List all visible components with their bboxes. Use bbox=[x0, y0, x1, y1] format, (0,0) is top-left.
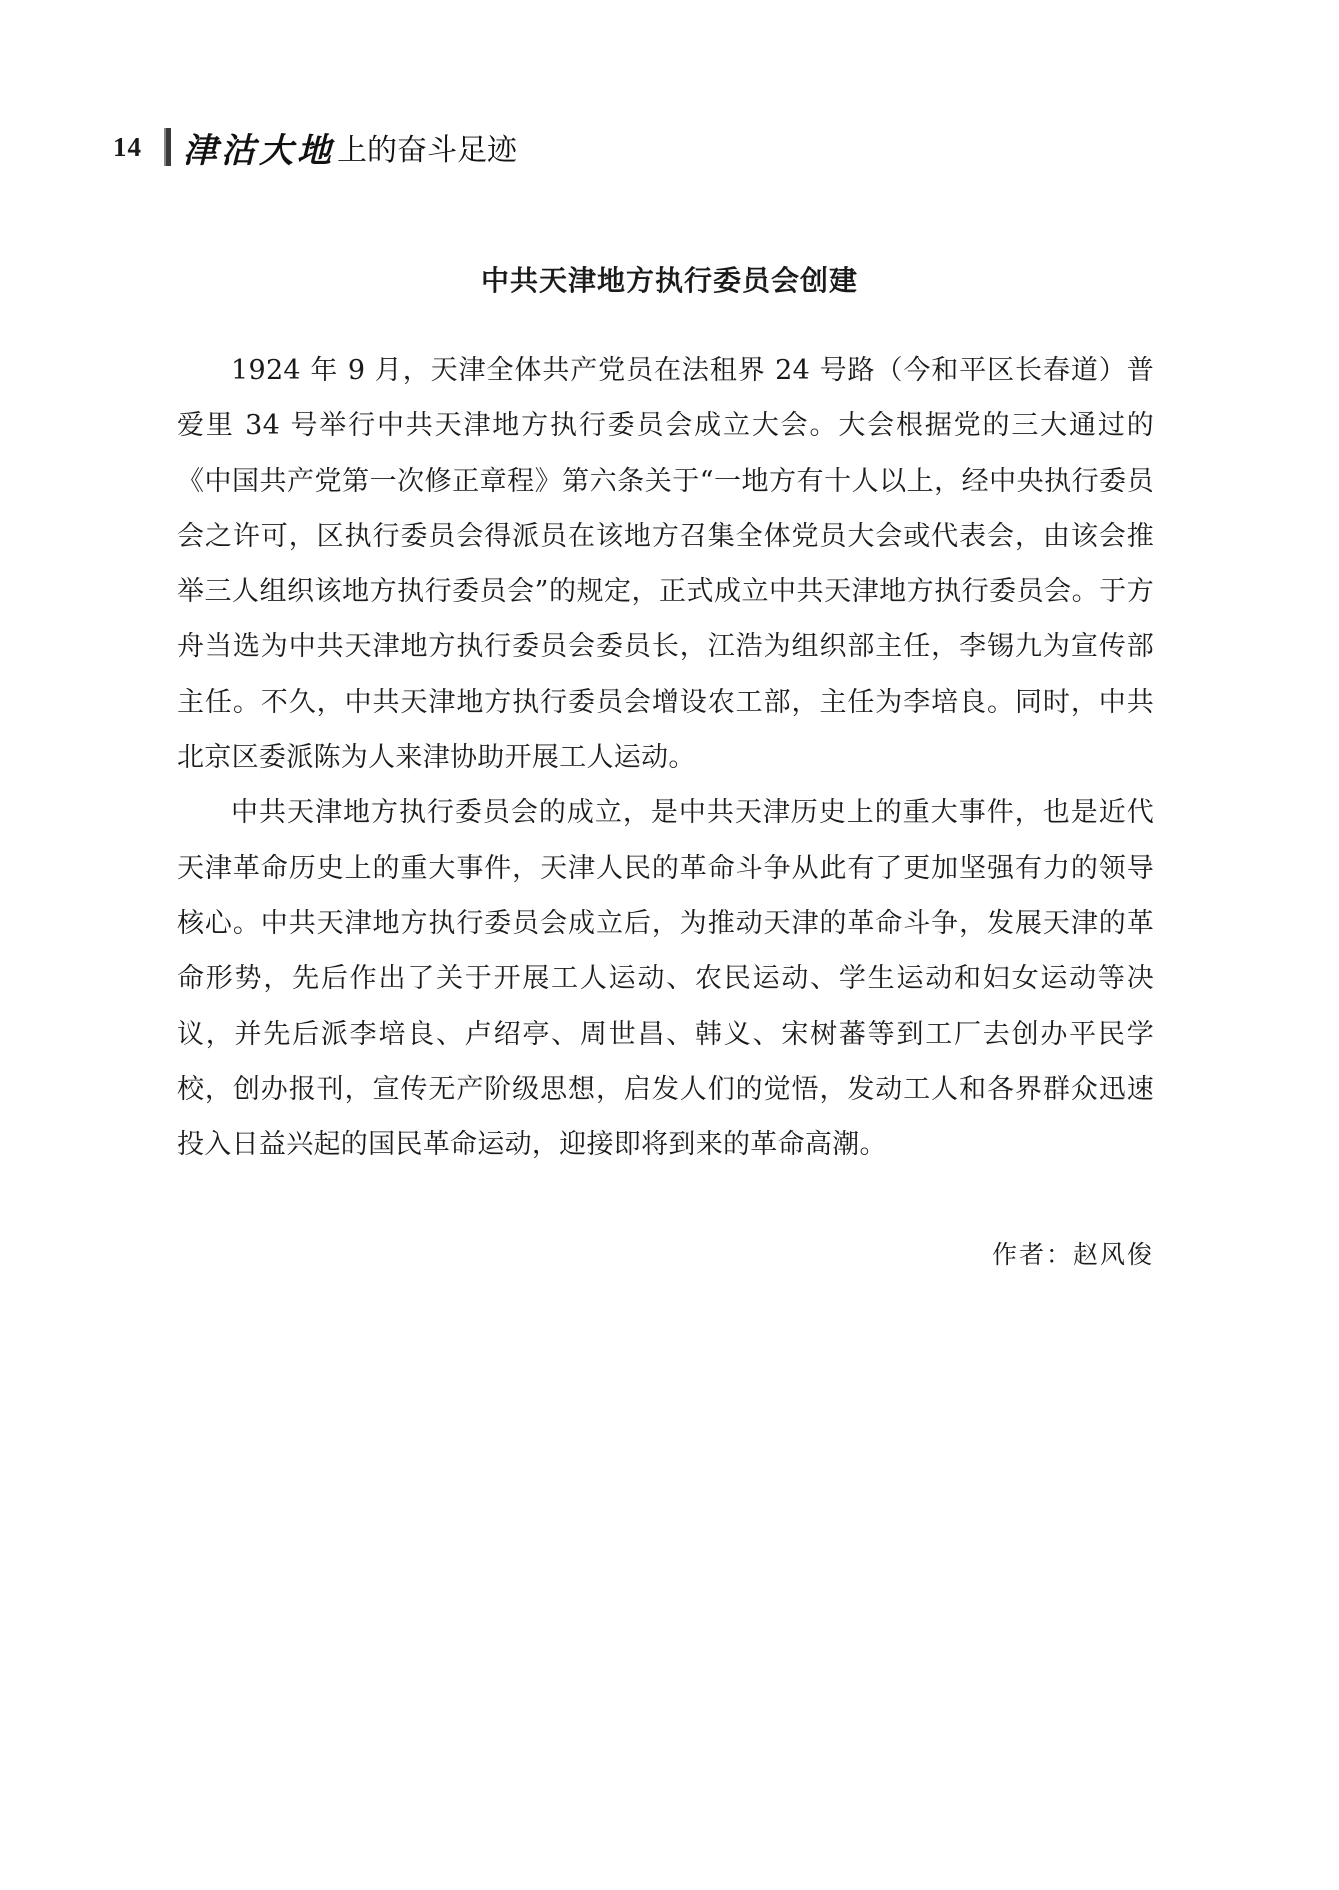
paragraph-2: 中共天津地方执行委员会的成立，是中共天津历史上的重大事件，也是近代天津革命历史上的重大事件，天津人民的革命斗争从此有了更加坚强有力的领导核心。中共天津地方执行委员会成立后，为推动天津的革命斗争，发展天津的革命形势，先后作出了关于开展工人运动、农民运动、学生运动和妇女运动等决议，并先后派李培良、卢绍亭、周世昌、韩义、宋树蕃等到工厂去创办平民学校，创办报刊，宣传无产阶级思想，启发人们的觉悟，发动工人和各界群众迅速投入日益兴起的国民革命运动，迎接即将到来的革命高潮。 bbox=[177, 797, 1154, 1161]
article-body bbox=[177, 343, 1154, 1172]
author-credit: 作者：赵风俊 bbox=[991, 1240, 1154, 1269]
header-divider-bar bbox=[164, 128, 171, 166]
page-number: 14 bbox=[113, 131, 142, 162]
book-title-rest: 上的奋斗足迹 bbox=[337, 133, 517, 168]
running-header bbox=[113, 124, 517, 170]
paragraph-1: 1924 年 9 月，天津全体共产党员在法租界 24 号路（今和平区长春道）普爱里 34 号举行中共天津地方执行委员会成立大会。大会根据党的三大通过的《中国共产党第一次修正章程》第六条关于“一地方有十人以上，经中央执行委员会之许可，区执行委员会得派员在该地方召集全体党员大会或代表会，由该会推举三人组织该地方执行委员会”的规定，正式成立中共天津地方执行委员会。于方舟当选为中共天津地方执行委员会委员长，江浩为组织部主任，李锡九为宣传部主任。不久，中共天津地方执行委员会增设农工部，主任为李培良。同时，中共北京区委派陈为人来津协助开展工人运动。 bbox=[177, 355, 1154, 774]
book-title-calligraphy: 津沽大地 bbox=[183, 130, 335, 171]
article-title: 中共天津地方执行委员会创建 bbox=[480, 263, 858, 297]
